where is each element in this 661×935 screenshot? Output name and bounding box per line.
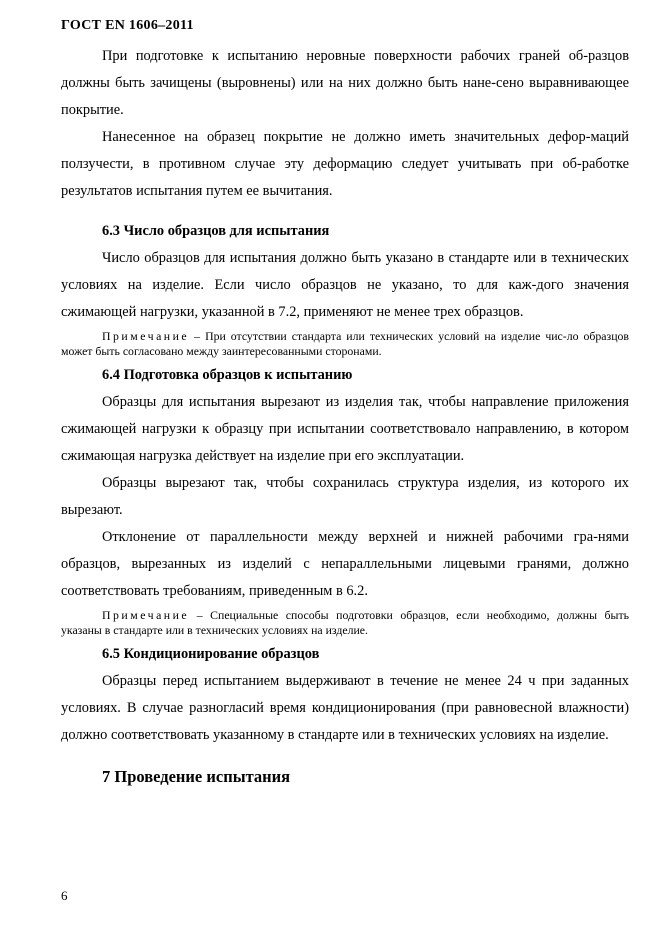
note-text: – При отсутствии стандарта или технических условий на изделие чис-ло образцов может быть согласовано между заинтересованными сторонами. (61, 329, 629, 358)
note-6-3 (61, 329, 629, 359)
paragraph-conditioning: Образцы перед испытанием выдерживают в течение не менее 24 ч при заданных условиях. В случае разногласий время кондиционирования (при равновесной влажности) должно соответствовать указанному в стандарте или в технических условиях на изделие. (61, 673, 629, 743)
paragraph-parallelism: Отклонение от параллельности между верхней и нижней рабочими гра-нями образцов, вырезанных из изделий с непараллельными лицевыми гранями, должно соответствовать требованиям, приведенным в 6.2. (61, 529, 629, 599)
note-6-4 (61, 608, 629, 638)
note-text: – Специальные способы подготовки образцов, если необходимо, должны быть указаны в стандарте или в технических условиях на изделие. (61, 608, 629, 637)
note-label: Примечание (102, 608, 190, 622)
paragraph-surface-preparation: При подготовке к испытанию неровные поверхности рабочих граней об-разцов должны быть зачищены (выровнены) или на них должно быть нане-сено выравнивающее покрытие. (61, 48, 629, 118)
document-body (61, 43, 629, 790)
paragraph-structure-preserved: Образцы вырезают так, чтобы сохранилась структура изделия, из которого их вырезают. (61, 475, 629, 518)
document-header: ГОСТ EN 1606–2011 (61, 18, 194, 33)
section-heading-7: 7 Проведение испытания (102, 767, 291, 786)
paragraph-specimen-count: Число образцов для испытания должно быть указано в стандарте или в технических условиях на изделие. Если число образцов не указано, то для каж-дого значения сжимающей нагрузки, указанной в 7.2, применяют не менее трех образцов. (61, 250, 629, 320)
note-label: Примечание (102, 329, 190, 343)
page-number: 6 (61, 888, 68, 903)
section-heading-6-4: 6.4 Подготовка образцов к испытанию (102, 367, 353, 383)
section-heading-6-5: 6.5 Кондиционирование образцов (102, 646, 320, 662)
paragraph-cutting-direction: Образцы для испытания вырезают из изделия так, чтобы направление приложения сжимающей нагрузки к образцу при испытании соответствовало направлению, в котором сжимающая нагрузка действует на изделие при его эксплуатации. (61, 394, 629, 464)
paragraph-coating-creep: Нанесенное на образец покрытие не должно иметь значительных дефор-маций ползучести, в противном случае эту деформацию следует учитывать при об-работке результатов испытания путем ее вычитания. (61, 129, 629, 199)
section-heading-6-3: 6.3 Число образцов для испытания (102, 223, 330, 239)
